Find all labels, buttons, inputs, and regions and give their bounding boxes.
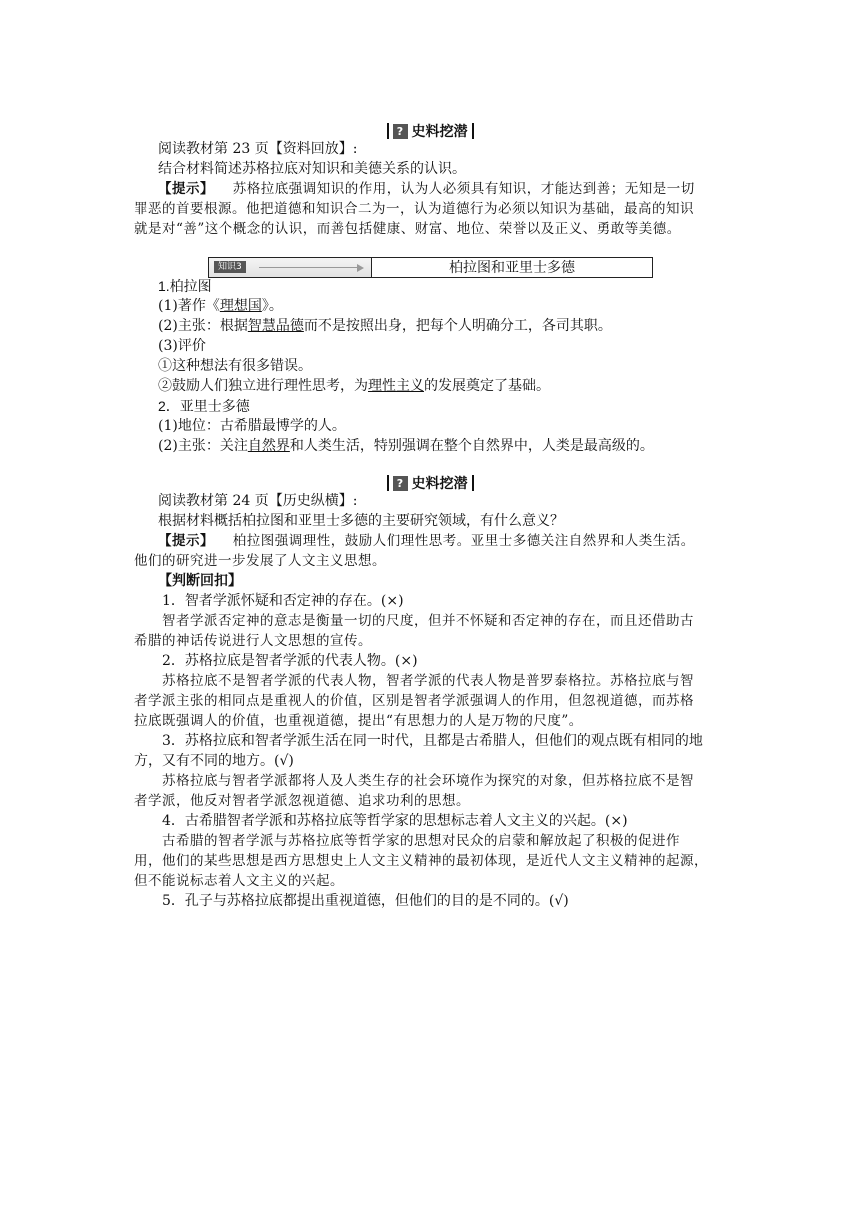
knowledge-tag-area [209, 258, 372, 277]
key-term: 理性主义 [368, 378, 424, 394]
tip-line [158, 179, 695, 199]
knowledge-title: 柏拉图和亚里士多德 [449, 259, 575, 275]
judge-question-3: 3．苏格拉底和智者学派生活在同一时代，且都是古希腊人，但他们的观点既有相同的地 [162, 733, 703, 749]
key-term: 自然界 [247, 438, 290, 454]
judge-heading: 【判断回扣】 [158, 573, 242, 589]
history-mining-banner [0, 121, 860, 143]
text: (1)著作《 [158, 298, 220, 314]
judge-answer-4: 但不能说标志着人文主义的兴起。 [134, 873, 344, 889]
judge-answer-2: 苏格拉底不是智者学派的代表人物，智者学派的代表人物是普罗泰格拉。苏格拉底与智 [162, 673, 694, 689]
text: (2)主张：关注 [158, 438, 248, 454]
judge-answer-2: 拉底既强调人的价值，也重视道德，提出“有思想力的人是万物的尺度”。 [134, 713, 583, 729]
history-mining-banner [0, 473, 860, 495]
text: 而不是按照出身，把每个人明确分工，各司其职。 [303, 318, 612, 334]
tip-text: 就是对“善”这个概念的认识，而善包括健康、财富、地位、荣誉以及正义、勇敢等美德。 [134, 221, 681, 237]
plato-view [158, 316, 612, 336]
text: (2)主张：根据 [158, 318, 248, 334]
tip-text: 他们的研究进一步发展了人文主义思想。 [134, 553, 386, 569]
banner-bar [387, 475, 389, 491]
judge-answer-4: 用，他们的某些思想是西方思想史上人文主义精神的最初体现，是近代人文主义精神的起源， [134, 853, 708, 869]
question-icon: ? [393, 124, 408, 139]
question-text: 根据材料概括柏拉图和亚里士多德的主要研究领域，有什么意义？ [158, 513, 564, 529]
judge-question-3: 方，又有不同的地方。(√) [134, 753, 294, 769]
judge-question-5: 5．孔子与苏格拉底都提出重视道德，但他们的目的是不同的。(√) [162, 893, 569, 909]
aristotle-status: (1)地位：古希腊最博学的人。 [158, 418, 346, 434]
tip-text: 苏格拉底强调知识的作用，认为人必须具有知识，才能达到善；无知是一切 [232, 181, 695, 197]
plato-heading: 1.柏拉图 [158, 278, 212, 294]
question-text: 结合材料简述苏格拉底对知识和美德关系的认识。 [158, 161, 466, 177]
plato-eval-2 [158, 376, 550, 396]
arrow-icon [259, 267, 359, 268]
text: 和人类生活，特别强调在整个自然界中，人类是最高级的。 [289, 438, 654, 454]
key-term: 智慧品德 [247, 318, 304, 334]
tip-line [158, 531, 695, 551]
judge-answer-3: 苏格拉底与智者学派都将人及人类生存的社会环境作为探究的对象，但苏格拉底不是智 [162, 773, 694, 789]
aristotle-heading: 2．亚里士多德 [158, 398, 250, 414]
aristotle-view [158, 436, 654, 456]
plato-work [158, 296, 283, 316]
plato-eval-1: ①这种想法有很多错误。 [158, 358, 312, 374]
banner-bar [472, 123, 474, 139]
tip-label: 【提示】 [158, 533, 214, 549]
plato-eval-heading: (3)评价 [158, 338, 206, 354]
text: ②鼓励人们独立进行理性思考，为 [158, 378, 368, 394]
read-instruction: 阅读教材第 23 页【资料回放】: [158, 141, 358, 157]
judge-answer-1: 希腊的神话传说进行人文思想的宣传。 [134, 633, 372, 649]
question-icon: ? [393, 476, 408, 491]
judge-answer-2: 者学派主张的相同点是重视人的价值，区别是智者学派强调人的作用，但忽视道德，而苏格 [134, 693, 694, 709]
banner-title: 史料挖潜 [411, 124, 468, 140]
tip-text: 罪恶的首要根源。他把道德和知识合二为一，认为道德行为必须以知识为基础，最高的知识 [134, 201, 694, 217]
tip-label: 【提示】 [158, 181, 214, 197]
tip-text: 柏拉图强调理性，鼓励人们理性思考。亚里士多德关注自然界和人类生活。 [232, 533, 695, 549]
banner-bar [387, 123, 389, 139]
judge-question-1: 1．智者学派怀疑和否定神的存在。(×) [162, 593, 404, 609]
judge-question-4: 4．古希腊智者学派和苏格拉底等哲学家的思想标志着人文主义的兴起。(×) [162, 813, 628, 829]
banner-bar [472, 475, 474, 491]
knowledge-tag: 知识3 [214, 261, 246, 273]
judge-answer-3: 者学派，他反对智者学派忽视道德、追求功利的思想。 [134, 793, 470, 809]
text: 》。 [261, 298, 283, 314]
judge-answer-1: 智者学派否定神的意志是衡量一切的尺度，但并不怀疑和否定神的存在，而且还借助古 [162, 613, 694, 629]
judge-answer-4: 古希腊的智者学派与苏格拉底等哲学家的思想对民众的启蒙和解放起了积极的促进作 [162, 833, 680, 849]
key-term: 理想国 [219, 298, 262, 314]
banner-title: 史料挖潜 [411, 476, 468, 492]
knowledge-point-box [208, 257, 653, 278]
text: 的发展奠定了基础。 [424, 378, 550, 394]
read-instruction: 阅读教材第 24 页【历史纵横】: [158, 493, 358, 509]
arrowhead-icon [357, 264, 364, 272]
judge-question-2: 2．苏格拉底是智者学派的代表人物。(×) [162, 653, 418, 669]
